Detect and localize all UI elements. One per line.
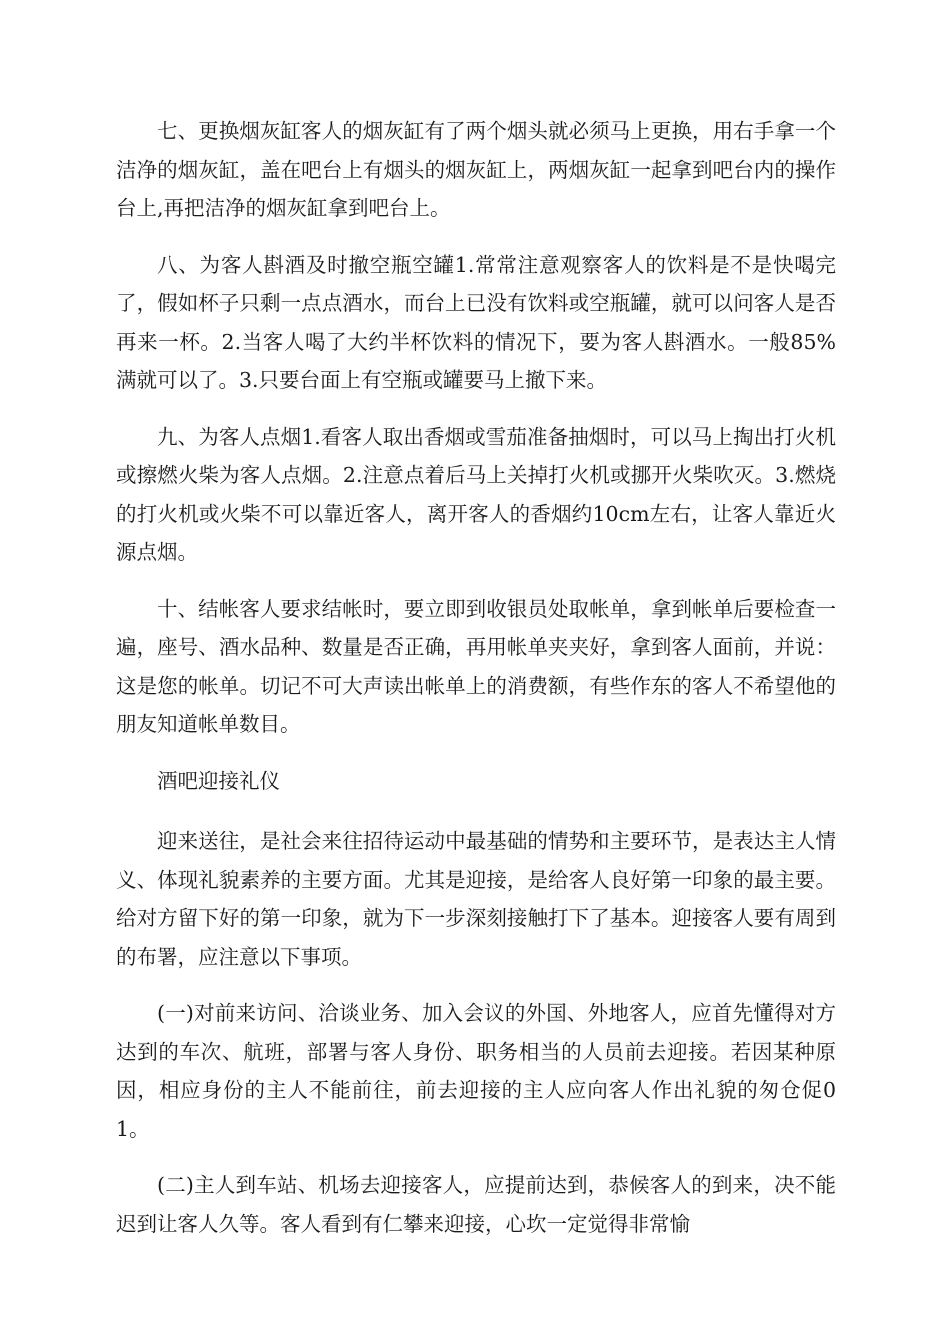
paragraph-item-one: (一)对前来访问、洽谈业务、加入会议的外国、外地客人，应首先懂得对方达到的车次、航班，部署与客人身份、职务相当的人员前去迎接。若因某种原因，相应身份的主人不能前往，前去迎接的主人应向客人作出礼貌的匆仓促01。 [116, 1001, 836, 1141]
paragraph-light-cigarette: 九、为客人点烟1.看客人取出香烟或雪茄准备抽烟时，可以马上掏出打火机或擦燃火柴为客人点烟。2.注意点着后马上关掉打火机或挪开火柴吹灭。3.燃烧的打火机或火柴不可以靠近客人，离开客人的香烟约10cm左右，让客人靠近火源点烟。 [116, 424, 836, 564]
section-heading: 酒吧迎接礼仪 [157, 768, 280, 793]
document-body [116, 112, 836, 1261]
paragraph-reception-intro: 迎来送往，是社会来往招待运动中最基础的情势和主要环节，是表达主人情义、体现礼貌素养的主要方面。尤其是迎接，是给客人良好第一印象的最主要。给对方留下好的第一印象，就为下一步深刻接触打下了基本。迎接客人要有周到的布署，应注意以下事项。 [116, 829, 836, 969]
paragraph-ashtray: 七、更换烟灰缸客人的烟灰缸有了两个烟头就必须马上更换，用右手拿一个洁净的烟灰缸，盖在吧台上有烟头的烟灰缸上，两烟灰缸一起拿到吧台内的操作台上,再把洁净的烟灰缸拿到吧台上。 [116, 119, 836, 220]
paragraph-checkout: 十、结帐客人要求结帐时，要立即到收银员处取帐单，拿到帐单后要检查一遍，座号、酒水品种、数量是否正确，再用帐单夹夹好，拿到客人面前，并说：这是您的帐单。切记不可大声读出帐单上的消费额，有些作东的客人不希望他的朋友知道帐单数目。 [116, 596, 836, 736]
paragraph-pour-drinks: 八、为客人斟酒及时撤空瓶空罐1.常常注意观察客人的饮料是不是快喝完了，假如杯子只剩一点点酒水，而台上已没有饮料或空瓶罐，就可以问客人是否再来一杯。2.当客人喝了大约半杯饮料的情况下，要为客人斟酒水。一般85%满就可以了。3.只要台面上有空瓶或罐要马上撤下来。 [116, 252, 836, 392]
paragraph-item-two: (二)主人到车站、机场去迎接客人，应提前达到，恭候客人的到来，决不能迟到让客人久等。客人看到有仁攀来迎接，心坎一定觉得非常愉 [116, 1173, 836, 1236]
